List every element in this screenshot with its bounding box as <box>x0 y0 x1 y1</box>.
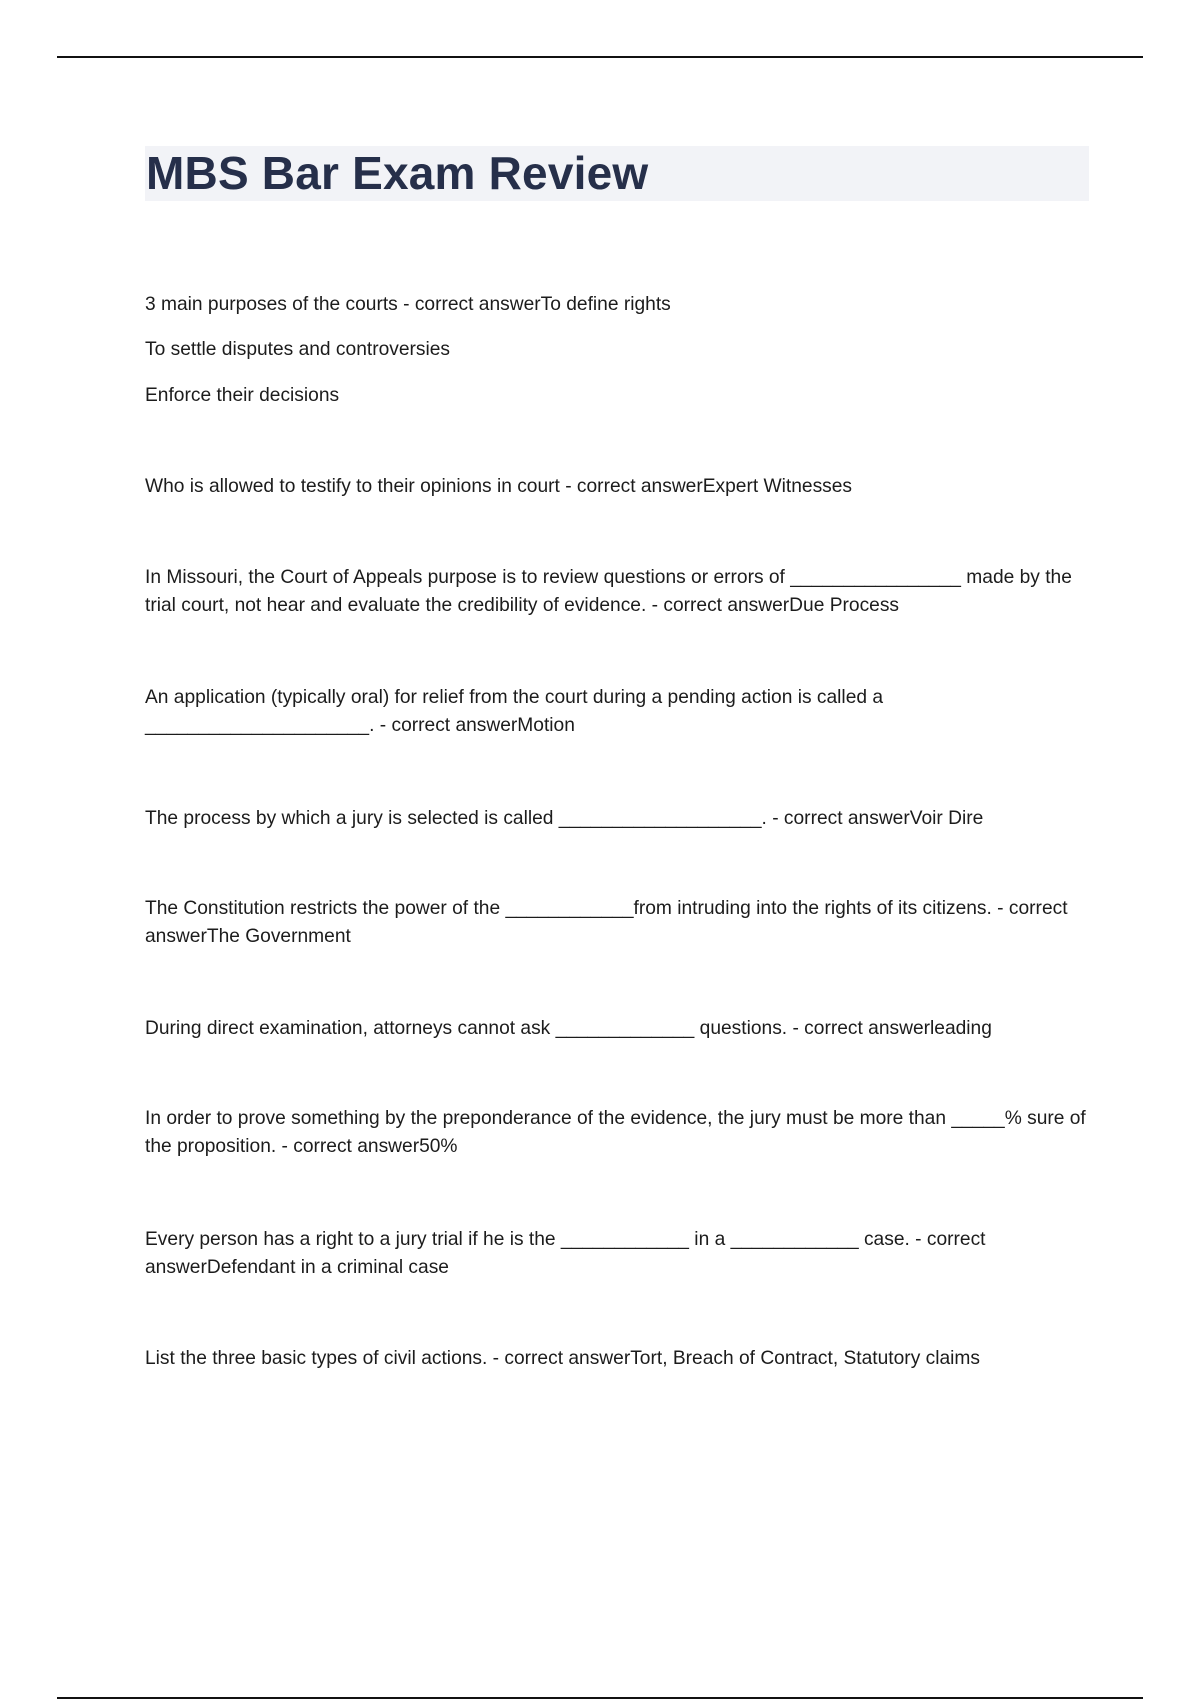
paragraph-civil-actions: List the three basic types of civil actions. - correct answerTort, Breach of Contract, Statutory claims <box>145 1348 980 1369</box>
paragraph-courts-purposes: 3 main purposes of the courts - correct answerTo define rights <box>145 294 671 315</box>
paragraph-constitution: The Constitution restricts the power of the ____________from intruding into the rights of its citizens. - correct answerThe Government <box>145 898 1068 947</box>
paragraph-expert-witnesses: Who is allowed to testify to their opinions in court - correct answerExpert Witnesses <box>145 476 853 497</box>
paragraph-court-of-appeals: In Missouri, the Court of Appeals purpose is to review questions or errors of ________________ made by the trial court, not hear and evaluate the credibility of evidence. - correct answerDue Process <box>145 567 1072 616</box>
paragraph-direct-examination: During direct examination, attorneys cannot ask _____________ questions. - correct answerleading <box>145 1018 992 1039</box>
paragraph-preponderance: In order to prove something by the preponderance of the evidence, the jury must be more than _____% sure of the proposition. - correct answer50% <box>145 1108 1086 1157</box>
paragraph-motion: An application (typically oral) for relief from the court during a pending action is called a _____________________. - correct answerMotion <box>145 687 884 736</box>
top-rule <box>57 56 1143 58</box>
bottom-rule <box>57 1697 1143 1699</box>
paragraph-enforce-decisions: Enforce their decisions <box>145 385 340 406</box>
document-title: MBS Bar Exam Review <box>146 147 649 199</box>
paragraph-settle-disputes: To settle disputes and controversies <box>145 339 451 360</box>
paragraph-voir-dire: The process by which a jury is selected is called ___________________. - correct answerVoir Dire <box>145 808 984 829</box>
paragraph-jury-trial: Every person has a right to a jury trial if he is the ____________ in a ____________ case. - correct answerDefendant in a criminal case <box>145 1229 986 1278</box>
